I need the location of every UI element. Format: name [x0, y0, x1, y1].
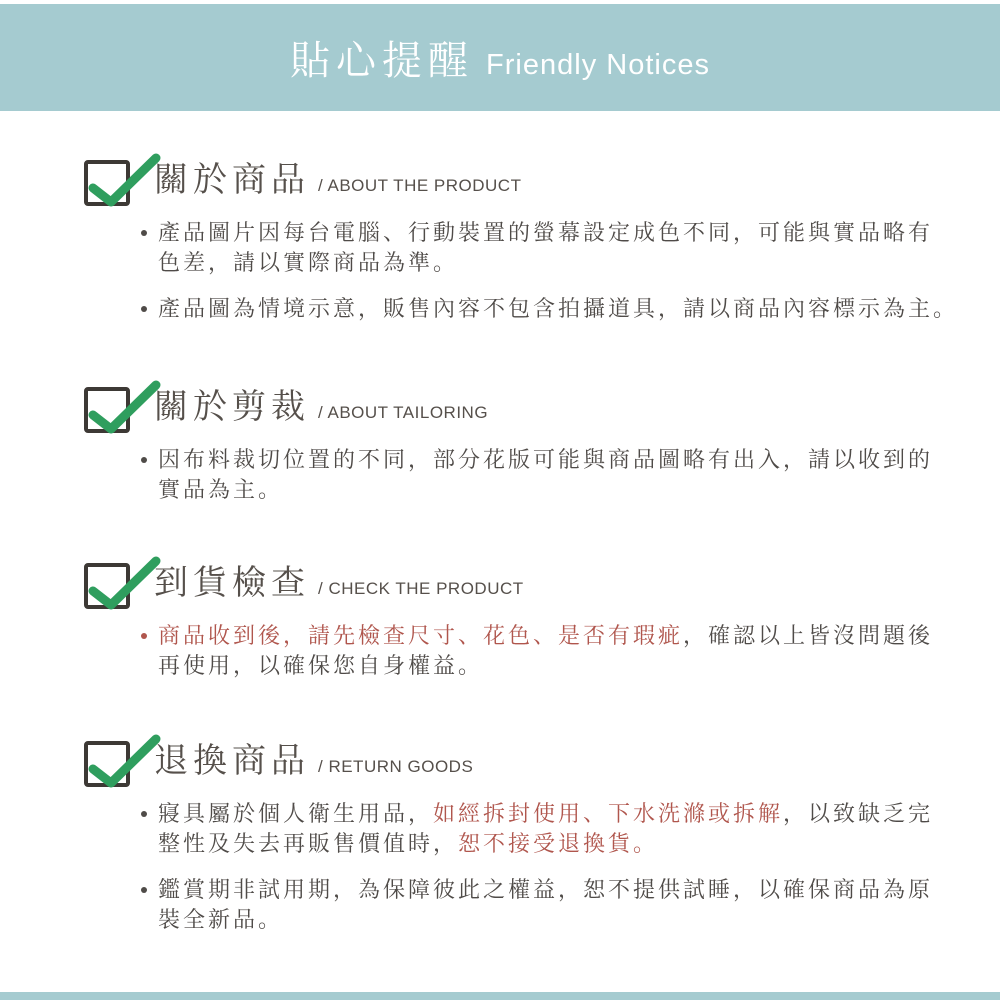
bullet-dot-icon	[141, 457, 147, 463]
section-title-zh: 關於剪裁	[154, 388, 310, 427]
section-title	[154, 389, 488, 426]
section-title	[154, 565, 524, 602]
bullet-dot-icon	[141, 811, 147, 817]
section-title	[154, 162, 521, 199]
section-return-goods-header	[84, 737, 974, 787]
section-bullets	[140, 799, 974, 935]
bullet-text: ，以致缺乏完	[783, 801, 934, 826]
section-about-product	[84, 156, 974, 340]
page-title-en: Friendly Notices	[486, 48, 710, 81]
section-title-en: / ABOUT THE PRODUCT	[318, 175, 522, 195]
bullet-text: 整性及失去再販售價值時，	[158, 831, 459, 856]
bullet-item	[140, 621, 974, 681]
checkmark-icon	[90, 555, 160, 611]
bullet-text: 鑑賞期非試用期，為保障彼此之權益，恕不提供試睡，以確保商品為原	[158, 877, 934, 902]
checkmark-icon	[90, 733, 160, 789]
bullet-dot-icon	[141, 633, 147, 639]
section-title-zh: 到貨檢查	[154, 564, 310, 603]
page-title-zh: 貼心提醒	[290, 38, 475, 83]
checkbox-check-icon	[84, 559, 134, 609]
bullet-item	[140, 799, 974, 859]
checkbox-check-icon	[84, 737, 134, 787]
section-bullets	[140, 445, 974, 505]
bullet-text: ，確認以上皆沒問題後	[683, 623, 934, 648]
bullet-text-highlight: 商品收到後，請先檢查尺寸、花色、是否有瑕疵	[158, 623, 684, 648]
checkmark-icon	[90, 152, 160, 208]
checkbox-check-icon	[84, 383, 134, 433]
header-band	[0, 4, 1000, 111]
bullet-text-highlight: 恕不接受退換貨。	[458, 831, 659, 856]
checkbox-check-icon	[84, 156, 134, 206]
bullet-text-highlight: 如經拆封使用、下水洗滌或拆解	[433, 801, 784, 826]
bullet-text: 色差，請以實際商品為準。	[158, 250, 459, 275]
section-about-tailoring	[84, 383, 974, 521]
bullet-text: 再使用，以確保您自身權益。	[158, 653, 484, 678]
section-about-product-header	[84, 156, 974, 206]
section-about-tailoring-header	[84, 383, 974, 433]
section-bullets	[140, 218, 974, 324]
footer-band	[0, 992, 1000, 1000]
bullet-text: 裝全新品。	[158, 907, 284, 932]
section-bullets	[140, 621, 974, 681]
bullet-text: 寢具屬於個人衛生用品，	[158, 801, 434, 826]
section-title-en: / CHECK THE PRODUCT	[318, 578, 524, 598]
bullet-item	[140, 875, 974, 935]
bullet-dot-icon	[141, 230, 147, 236]
section-title-en: / RETURN GOODS	[318, 756, 474, 776]
section-check-product	[84, 559, 974, 697]
bullet-text: 產品圖片因每台電腦、行動裝置的螢幕設定成色不同，可能與實品略有	[158, 220, 934, 245]
checkmark-icon	[90, 379, 160, 435]
bullet-dot-icon	[141, 887, 147, 893]
bullet-item	[140, 294, 974, 324]
page-title	[290, 38, 710, 83]
bullet-text: 實品為主。	[158, 477, 284, 502]
section-check-product-header	[84, 559, 974, 609]
bullet-item	[140, 218, 974, 278]
section-title	[154, 743, 473, 780]
section-title-zh: 關於商品	[154, 161, 310, 200]
section-title-zh: 退換商品	[154, 742, 310, 781]
bullet-text: 因布料裁切位置的不同，部分花版可能與商品圖略有出入，請以收到的	[158, 447, 934, 472]
bullet-dot-icon	[141, 306, 147, 312]
section-title-en: / ABOUT TAILORING	[318, 402, 489, 422]
bullet-item	[140, 445, 974, 505]
section-return-goods	[84, 737, 974, 951]
bullet-text: 產品圖為情境示意，販售內容不包含拍攝道具，請以商品內容標示為主。	[158, 296, 959, 321]
